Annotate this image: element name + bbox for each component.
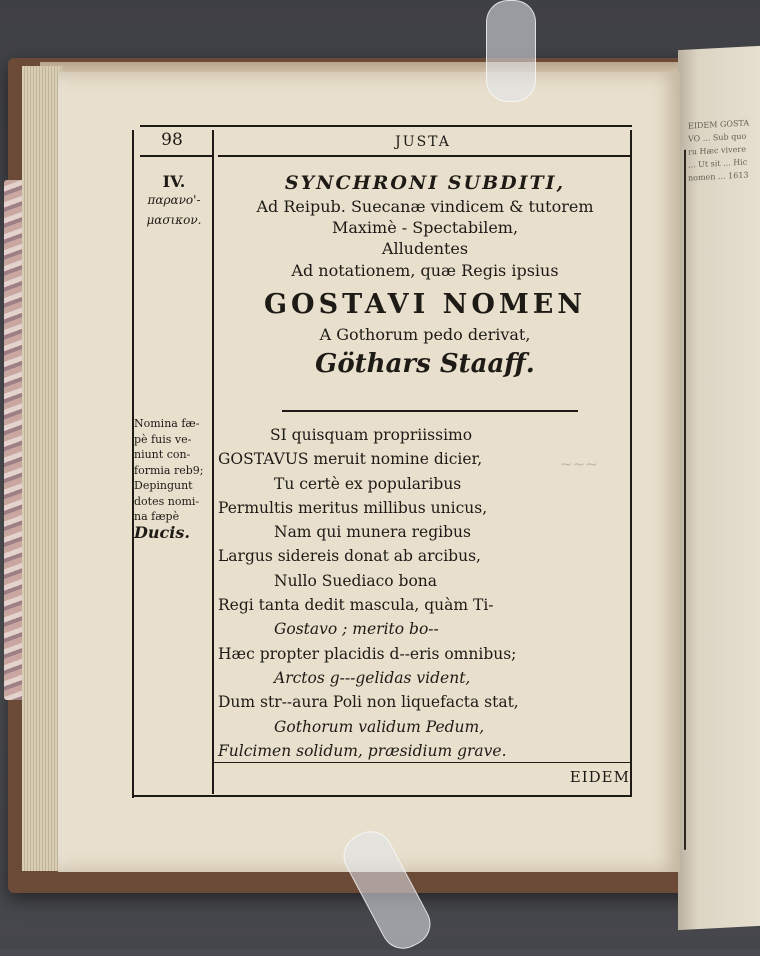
margin-note-line: Nomina fæ- bbox=[134, 417, 200, 430]
running-head-rule bbox=[218, 155, 630, 157]
show-through-text: ~~~ bbox=[560, 455, 598, 473]
poem-line: Regi tanta dedit mascula, quàm Ti- bbox=[218, 596, 494, 615]
greek-word-line-2: μασικον. bbox=[146, 213, 202, 227]
frame-top-rule bbox=[140, 125, 632, 127]
running-head: JUSTA bbox=[395, 134, 451, 150]
margin-note-line: formia reb9; bbox=[134, 463, 204, 477]
frame-right-rule bbox=[630, 130, 632, 796]
heading-line-gostavi-nomen: GOSTAVI NOMEN bbox=[264, 289, 586, 320]
heading-line-maxime: Maximè - Spectabilem, bbox=[331, 218, 519, 237]
margin-note-line: Depingunt bbox=[134, 479, 193, 492]
poem-line: Fulcimen solidum, præsidium grave. bbox=[218, 741, 507, 760]
poem-line: SI quisquam propriissimo bbox=[270, 426, 473, 444]
heading-line-notationem: Ad notationem, quæ Regis ipsius bbox=[291, 261, 559, 280]
poem-line: Largus sidereis donat ab arcibus, bbox=[218, 547, 481, 566]
margin-note-line: pè fuis ve- bbox=[134, 432, 192, 446]
poem-line: Gostavo ; merito bo-- bbox=[274, 620, 439, 639]
poem-line: Dum str--aura Poli non liquefacta stat, bbox=[218, 693, 519, 712]
margin-note-line: na fæpè bbox=[134, 510, 180, 523]
greek-word-line-1: παρανο'- bbox=[147, 193, 201, 207]
heading-line-synchroni: SYNCHRONI SUBDITI, bbox=[284, 172, 566, 194]
heading-line-gothars-staaff: Göthars Staaff. bbox=[315, 349, 535, 379]
poem-heading bbox=[222, 170, 628, 381]
poem-line: Nullo Suediaco bona bbox=[274, 571, 438, 590]
margin-greek-word bbox=[136, 190, 212, 230]
facing-page bbox=[678, 46, 760, 930]
top-page-clip bbox=[486, 0, 536, 102]
margin-note-emphasis: Ducis. bbox=[134, 522, 190, 542]
page-number-rule bbox=[140, 155, 212, 157]
poem-line: Nam qui munera regibus bbox=[274, 523, 471, 542]
heading-line-gothorum: A Gothorum pedo derivat, bbox=[319, 325, 531, 344]
section-number: IV. bbox=[162, 172, 186, 191]
poem-line: Arctos g---gelidas vident, bbox=[274, 668, 471, 687]
heading-line-reipub: Ad Reipub. Suecanæ vindicem & tutorem bbox=[256, 197, 594, 216]
facing-page-rule bbox=[684, 150, 686, 850]
poem-line: Permultis meritus millibus unicus, bbox=[218, 498, 488, 517]
poem-line: Tu certè ex popularibus bbox=[274, 474, 462, 493]
facing-page-text: EIDEM GOSTAVO ... Sub quoru Hæc vivere ... Ut sit ... Hic nomen ... 1613 bbox=[688, 118, 750, 183]
poem-line: GOSTAVUS meruit nomine dicier, bbox=[218, 450, 483, 469]
margin-note-line: niunt con- bbox=[134, 448, 191, 461]
poem-line: Gothorum validum Pedum, bbox=[274, 717, 485, 736]
margin-note-line: dotes nomi- bbox=[134, 494, 200, 508]
heading-separator-rule bbox=[282, 410, 578, 412]
poem-line: Hæc propter placidis d--eris omnibus; bbox=[218, 644, 517, 663]
poem-body bbox=[218, 423, 628, 763]
margin-note bbox=[134, 416, 214, 540]
frame-bottom-rule bbox=[132, 795, 632, 797]
page-edge-stack bbox=[22, 66, 62, 871]
heading-line-alludentes: Alludentes bbox=[381, 239, 469, 258]
page-number: 98 bbox=[161, 130, 183, 150]
catchword: EIDEM bbox=[569, 768, 630, 786]
